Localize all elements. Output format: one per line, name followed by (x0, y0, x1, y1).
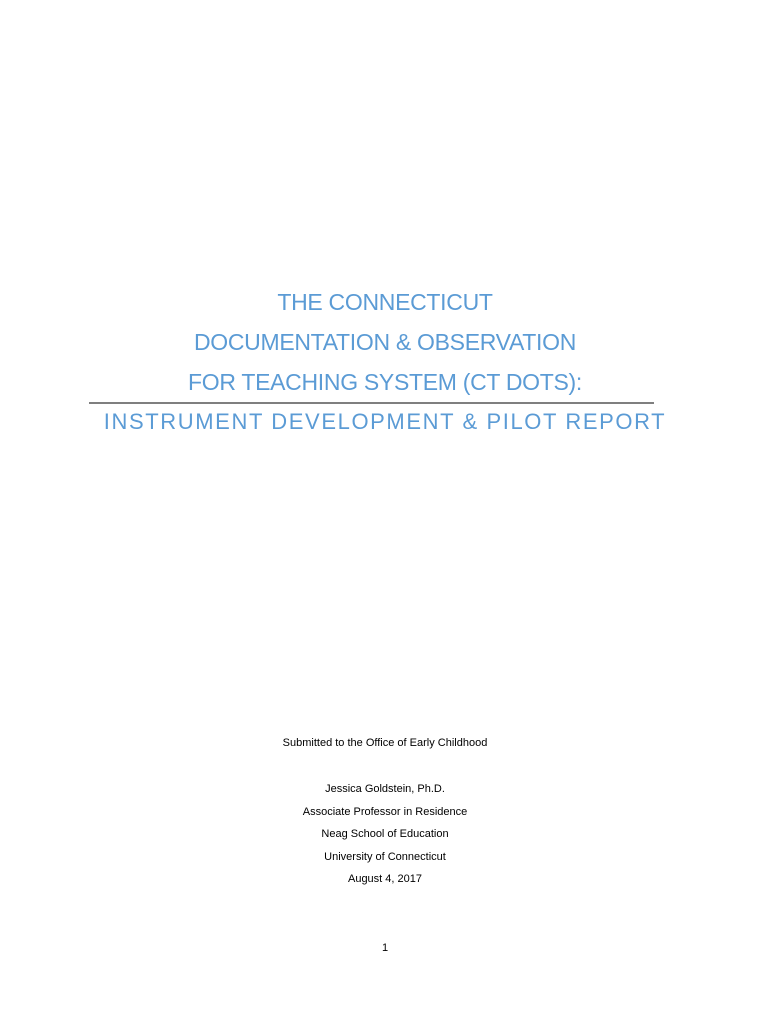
report-title-line-2: DOCUMENTATION & OBSERVATION (193, 329, 577, 355)
title-divider (89, 402, 654, 404)
page-number: 1 (381, 942, 389, 954)
author-block (0, 778, 770, 891)
report-date: August 4, 2017 (347, 873, 422, 885)
report-subtitle: INSTRUMENT DEVELOPMENT & PILOT REPORT (103, 409, 667, 434)
author-school: Neag School of Education (321, 828, 449, 840)
author-name: Jessica Goldstein, Ph.D. (325, 783, 445, 795)
author-position: Associate Professor in Residence (302, 805, 468, 818)
report-title-line-1: THE CONNECTICUT (277, 289, 493, 315)
submitted-to-line: Submitted to the Office of Early Childhood (282, 737, 488, 749)
report-title-line-3: FOR TEACHING SYSTEM (CT DOTS): (188, 369, 582, 395)
report-title (0, 282, 770, 402)
author-university: University of Connecticut (324, 850, 446, 863)
